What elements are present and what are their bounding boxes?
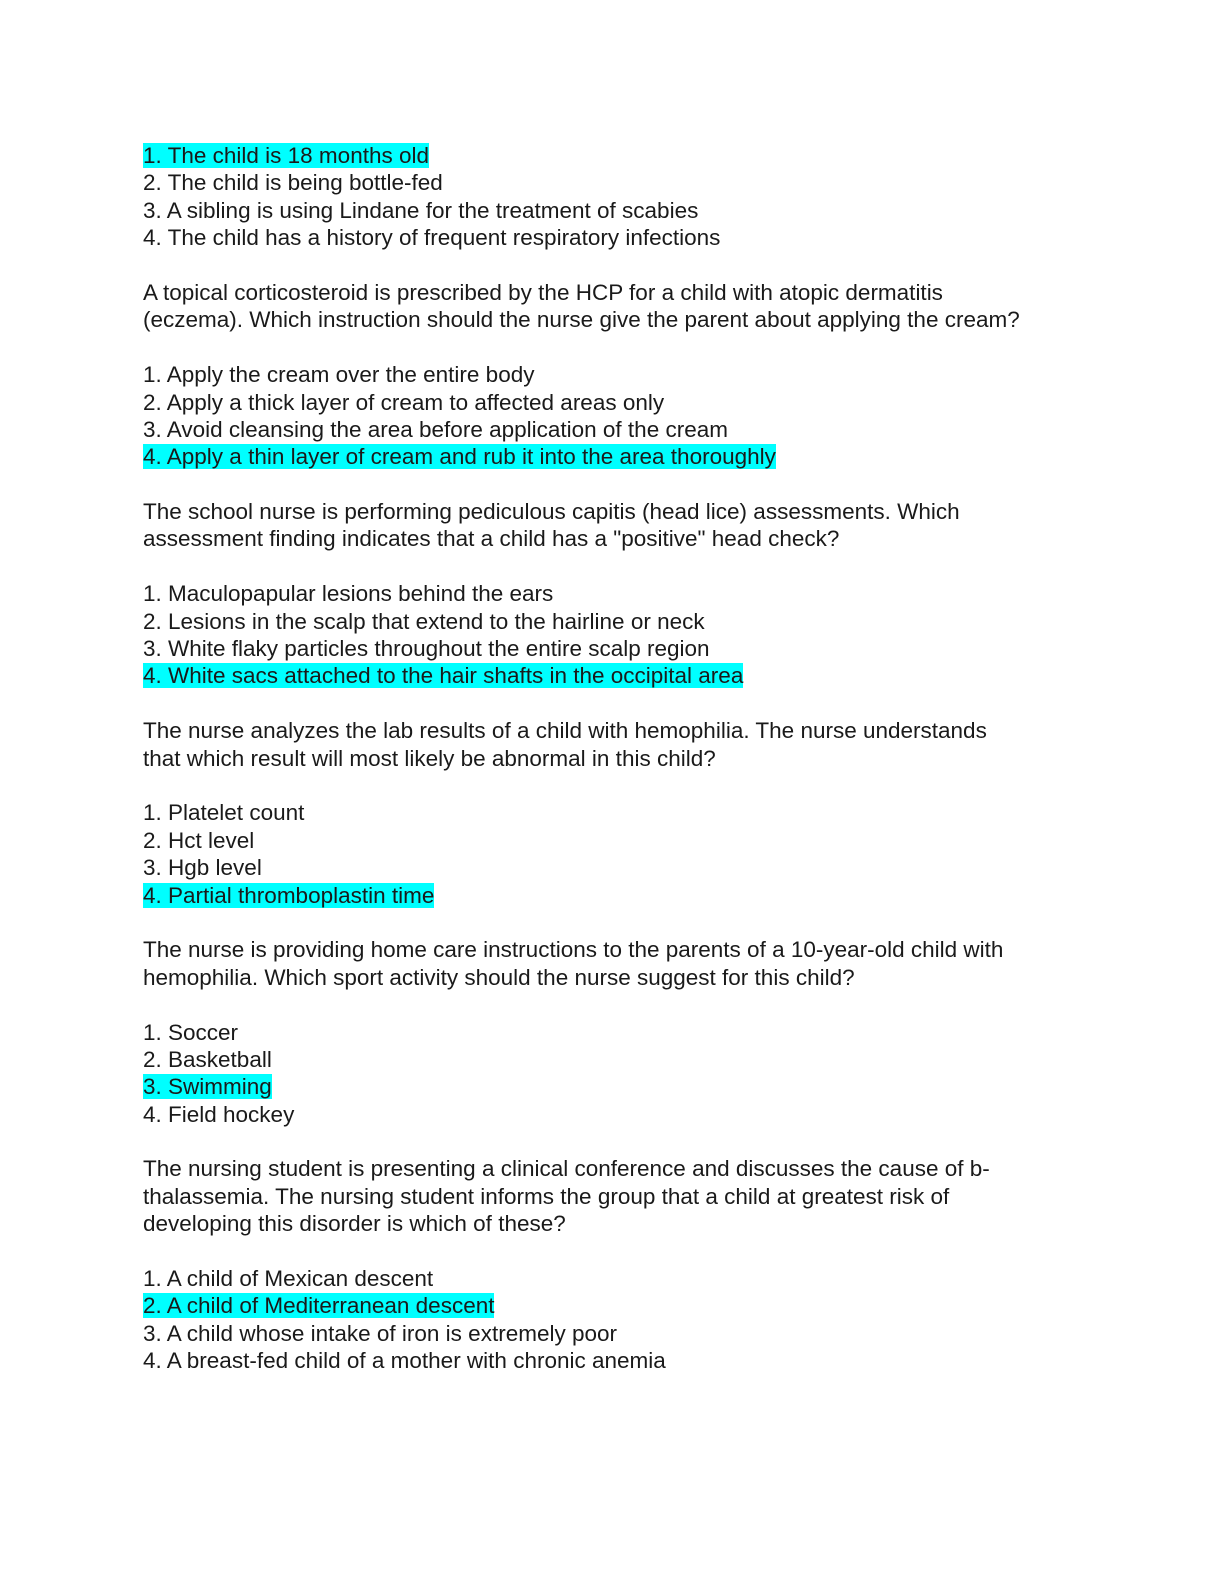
question-line: [143, 1210, 1083, 1237]
answer-option-text: 3. Hgb level: [143, 855, 262, 881]
answer-option-text: 3. Avoid cleansing the area before application of the cream: [143, 416, 728, 442]
answer-option-highlighted: [143, 1292, 1083, 1319]
paragraph-gap: [143, 909, 1083, 936]
answer-option: [143, 1320, 1083, 1347]
paragraph-gap: [143, 991, 1083, 1018]
answer-option: [143, 197, 1083, 224]
answer-option-text: 2. Apply a thick layer of cream to affected areas only: [143, 389, 665, 415]
answer-option-text: 3. A sibling is using Lindane for the treatment of scabies: [143, 197, 699, 223]
question-line: [143, 525, 1083, 552]
answer-option-text: 3. White flaky particles throughout the entire scalp region: [143, 636, 710, 662]
answer-option-text: 2. Basketball: [143, 1046, 272, 1072]
question-line: [143, 306, 1083, 333]
paragraph-gap: [143, 553, 1083, 580]
answer-option: [143, 224, 1083, 251]
answer-option: [143, 608, 1083, 635]
answer-option: [143, 1046, 1083, 1073]
paragraph-gap: [143, 1128, 1083, 1155]
answer-option-highlighted: [143, 1073, 1083, 1100]
answer-option-text: 4. The child has a history of frequent respiratory infections: [143, 225, 721, 251]
question-line: [143, 1183, 1083, 1210]
question-text: The nurse analyzes the lab results of a child with hemophilia. The nurse understands: [143, 718, 987, 744]
question-text: The nurse is providing home care instructions to the parents of a 10-year-old child with: [143, 937, 1004, 963]
answer-option: [143, 799, 1083, 826]
question-line: [143, 964, 1083, 991]
answer-option-text: 1. Platelet count: [143, 800, 305, 826]
question-text: (eczema). Which instruction should the nurse give the parent about applying the cream?: [143, 307, 1020, 333]
answer-option-text: 3. A child whose intake of iron is extremely poor: [143, 1320, 617, 1346]
paragraph-gap: [143, 252, 1083, 279]
paragraph-gap: [143, 772, 1083, 799]
answer-option-text: 3. Swimming: [143, 1074, 272, 1100]
answer-option-text: 4. Apply a thin layer of cream and rub it into the area thoroughly: [143, 444, 776, 470]
question-text: thalassemia. The nursing student informs the group that a child at greatest risk of: [143, 1183, 950, 1209]
paragraph-gap: [143, 471, 1083, 498]
paragraph-gap: [143, 1238, 1083, 1265]
answer-option-text: 4. A breast-fed child of a mother with chronic anemia: [143, 1348, 666, 1374]
answer-option: [143, 389, 1083, 416]
answer-option: [143, 827, 1083, 854]
question-line: [143, 745, 1083, 772]
answer-option: [143, 1101, 1083, 1128]
answer-option: [143, 635, 1083, 662]
question-text: A topical corticosteroid is prescribed by the HCP for a child with atopic dermatitis: [143, 279, 943, 305]
question-text: The nursing student is presenting a clinical conference and discusses the cause of b-: [143, 1156, 990, 1182]
answer-option-text: 4. Field hockey: [143, 1101, 295, 1127]
question-text: hemophilia. Which sport activity should the nurse suggest for this child?: [143, 964, 855, 990]
answer-option-text: 1. Maculopapular lesions behind the ears: [143, 581, 554, 607]
answer-option: [143, 1347, 1083, 1374]
answer-option-highlighted: [143, 142, 1083, 169]
answer-option-text: 2. Hct level: [143, 827, 255, 853]
question-text: The school nurse is performing pediculous capitis (head lice) assessments. Which: [143, 499, 960, 525]
answer-option-text: 2. The child is being bottle-fed: [143, 170, 443, 196]
answer-option: [143, 580, 1083, 607]
question-line: [143, 1155, 1083, 1182]
answer-option-highlighted: [143, 443, 1083, 470]
answer-option: [143, 1265, 1083, 1292]
answer-option: [143, 361, 1083, 388]
answer-option-text: 1. The child is 18 months old: [143, 143, 429, 168]
paragraph-gap: [143, 334, 1083, 361]
answer-option: [143, 1019, 1083, 1046]
question-line: [143, 498, 1083, 525]
answer-option-text: 4. White sacs attached to the hair shafts in the occipital area: [143, 663, 744, 689]
paragraph-gap: [143, 690, 1083, 717]
answer-option: [143, 854, 1083, 881]
question-text: that which result will most likely be abnormal in this child?: [143, 745, 716, 771]
answer-option-text: 1. Apply the cream over the entire body: [143, 362, 535, 388]
answer-option-text: 4. Partial thromboplastin time: [143, 882, 435, 908]
question-text: assessment finding indicates that a child has a "positive" head check?: [143, 526, 840, 552]
answer-option-highlighted: [143, 882, 1083, 909]
question-text: developing this disorder is which of these?: [143, 1211, 566, 1237]
document-page: [143, 142, 1083, 1375]
answer-option: [143, 416, 1083, 443]
answer-option-text: 2. Lesions in the scalp that extend to the hairline or neck: [143, 608, 705, 634]
question-line: [143, 717, 1083, 744]
answer-option-highlighted: [143, 662, 1083, 689]
answer-option-text: 1. A child of Mexican descent: [143, 1266, 434, 1292]
answer-option-text: 1. Soccer: [143, 1019, 239, 1045]
question-line: [143, 936, 1083, 963]
question-line: [143, 279, 1083, 306]
answer-option: [143, 169, 1083, 196]
answer-option-text: 2. A child of Mediterranean descent: [143, 1293, 495, 1319]
